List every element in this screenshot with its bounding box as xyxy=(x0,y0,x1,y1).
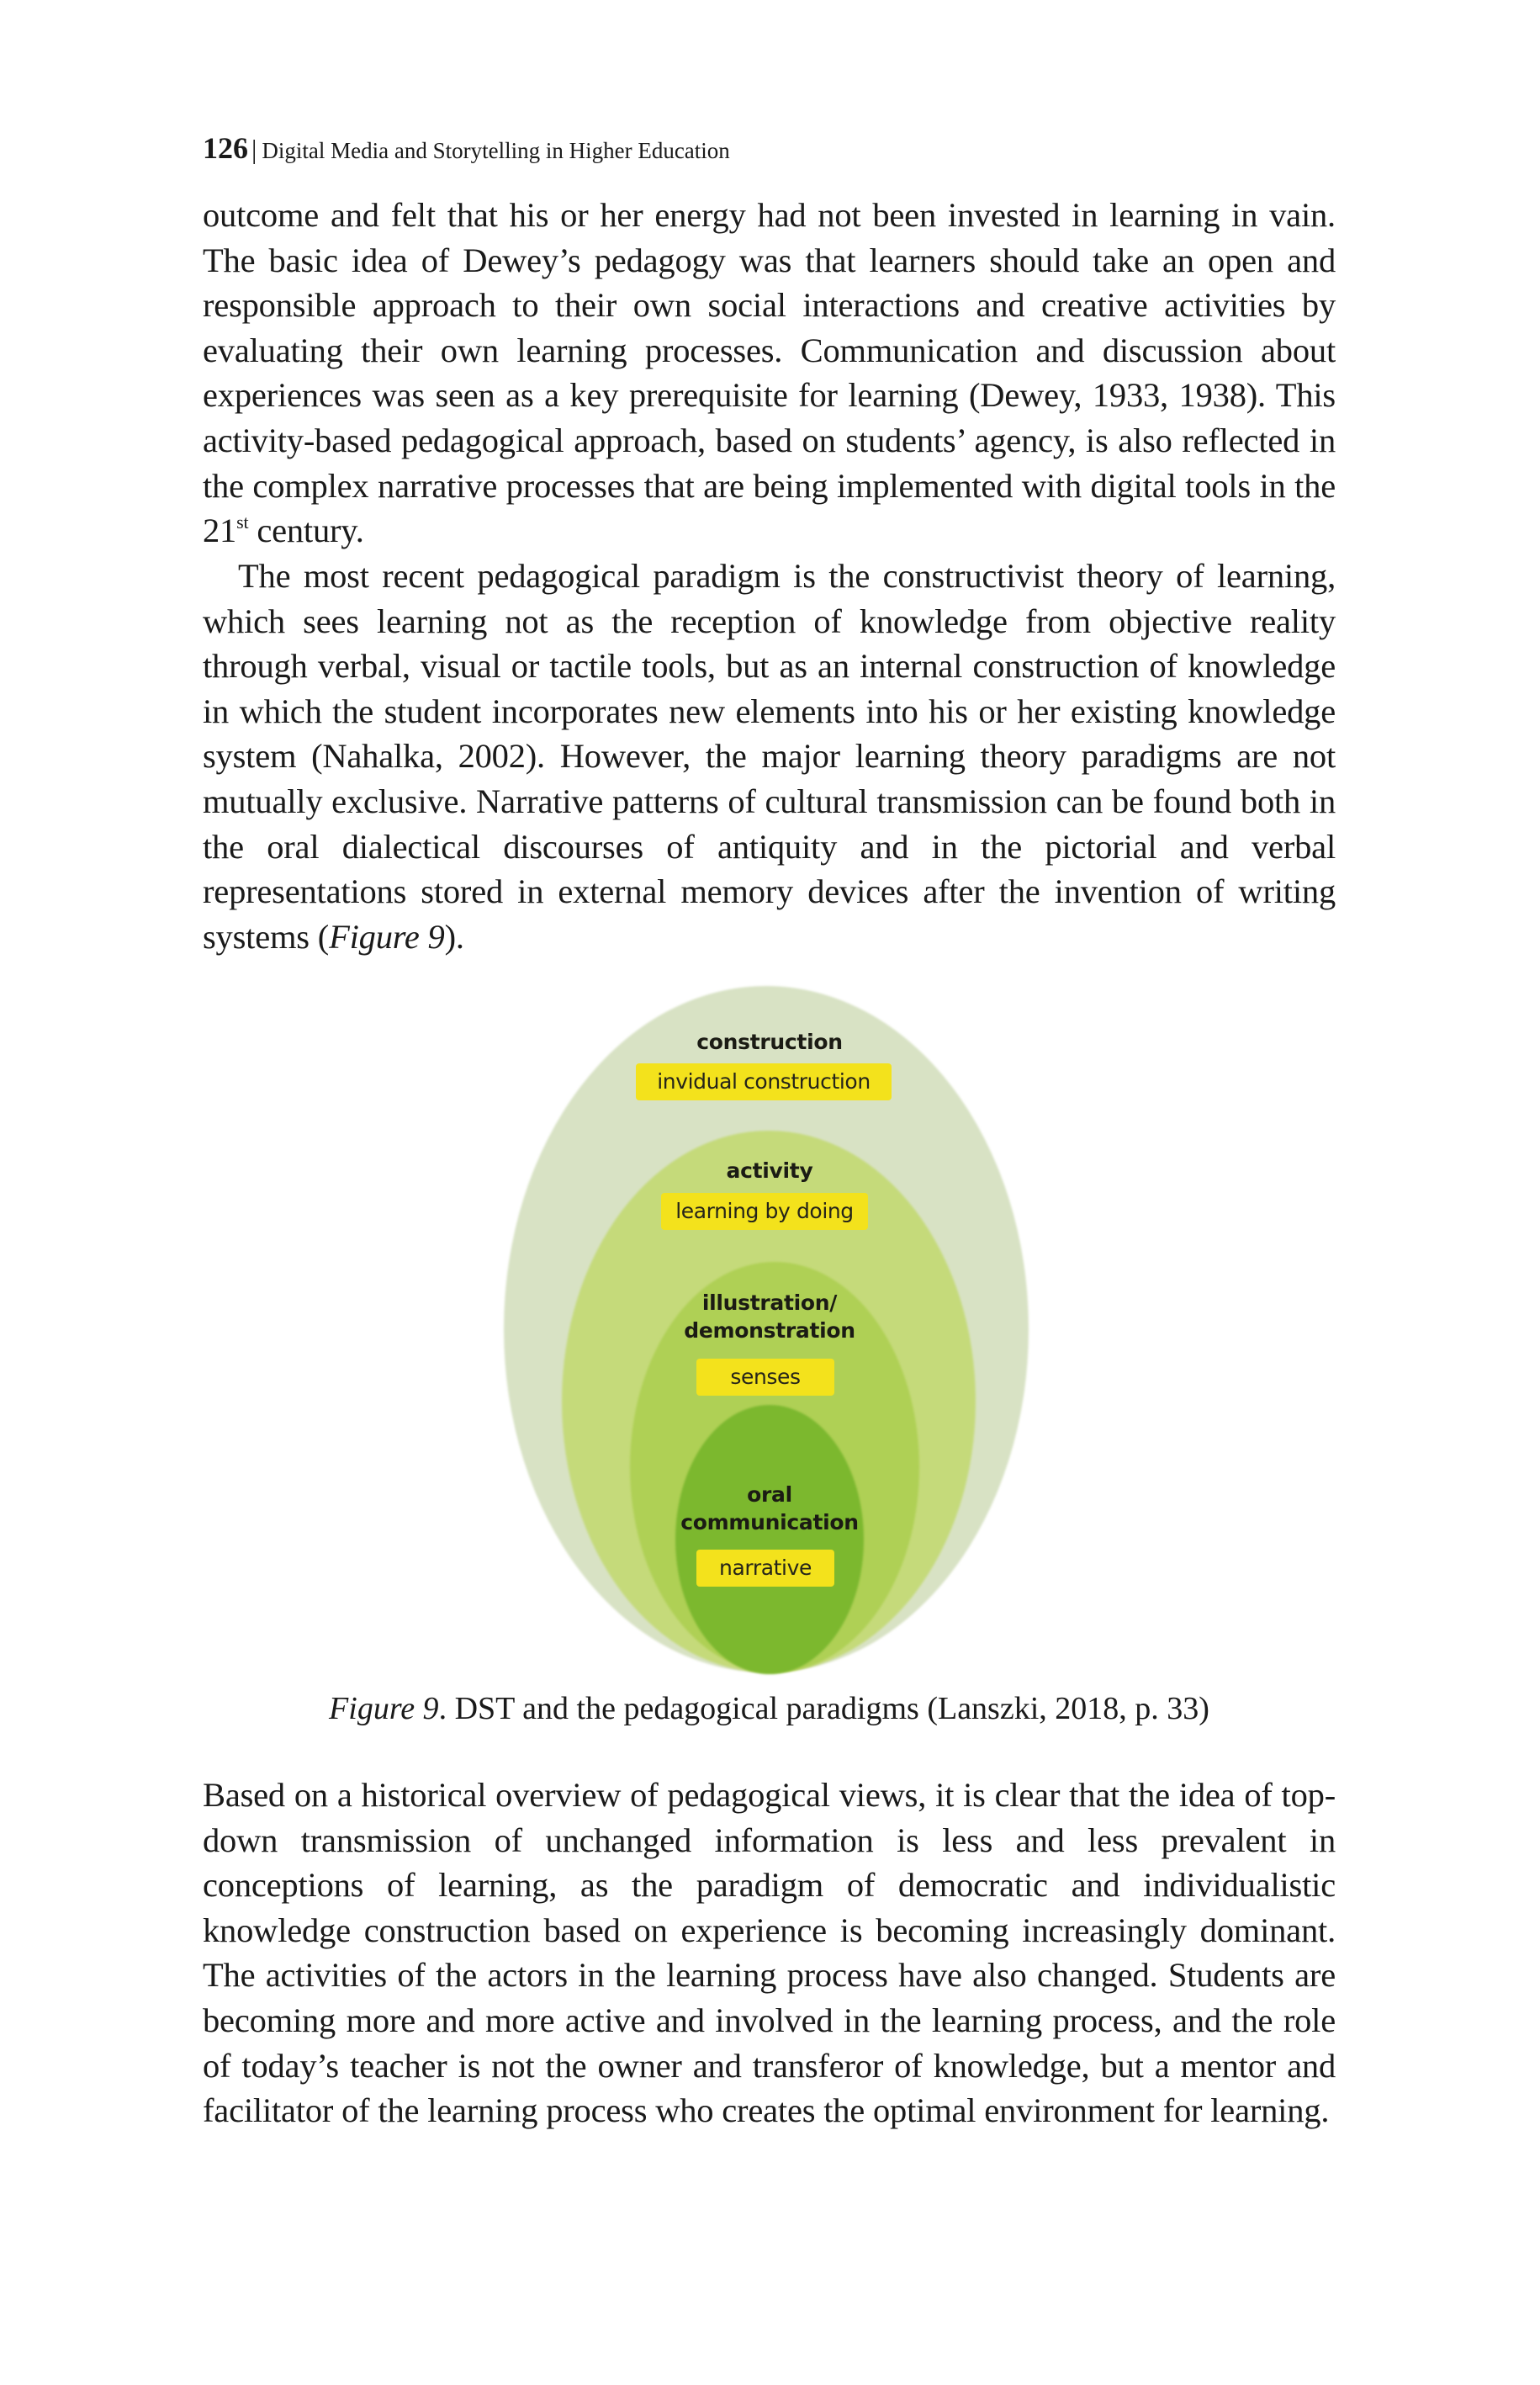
book-title: Digital Media and Storytelling in Higher Education xyxy=(262,138,730,163)
layer-title-illustration-line1: illustration/ xyxy=(701,1291,838,1315)
ellipse-oral xyxy=(675,1405,864,1674)
layer-tag-illustration: senses xyxy=(696,1359,834,1396)
ordinal-superscript: st xyxy=(236,511,249,533)
layer-tag-activity: learning by doing xyxy=(661,1193,868,1230)
layer-title-oral-line2: communication xyxy=(680,1510,859,1534)
paragraph-tail: century. xyxy=(248,511,364,550)
figure-caption xyxy=(203,1688,1336,1730)
layer-title-oral-line1: oral xyxy=(747,1482,792,1507)
layer-title-construction: construction xyxy=(696,1030,843,1054)
layer-title-activity: activity xyxy=(726,1158,813,1183)
body-paragraph-2 xyxy=(203,554,1336,959)
paragraph-tail: ). xyxy=(444,917,464,956)
running-header xyxy=(203,131,730,167)
layer-tag-construction: invidual construction xyxy=(636,1063,892,1100)
page-number: 126 xyxy=(203,131,248,165)
figure-reference: Figure 9 xyxy=(329,917,445,956)
figure-caption-text: . DST and the pedagogical paradigms (Lanszki, 2018, p. 33) xyxy=(438,1691,1209,1726)
figure-caption-label: Figure 9 xyxy=(329,1691,439,1726)
body-paragraph-1 xyxy=(203,193,1336,554)
paragraph-text: Based on a historical overview of pedagogical views, it is clear that the idea of top-down transmission of unchanged information is less and less prevalent in conceptions of learning, as the paradigm of democratic and individualistic knowledge construction based on experience is becoming increasingly dominant. The activities of the actors in the learning process have also changed. Students are becoming more and more active and involved in the learning process, and the role of today’s teacher is not the owner and transferor of knowledge, but a mentor and facilitator of the learning process who creates the optimal environment for learning. xyxy=(203,1776,1336,2130)
figure-pedagogical-paradigms xyxy=(496,976,1043,1683)
layer-tag-oral: narrative xyxy=(696,1550,834,1587)
body-paragraph-3 xyxy=(203,1773,1336,2133)
paragraph-text: The most recent pedagogical paradigm is the constructivist theory of learning, which sees learning not as the reception of knowledge from objective reality through verbal, visual or tactile tools, but as an internal construction of knowledge in which the student incorporates new elements into his or her existing knowledge system (Nahalka, 2002). However, the major learning theory paradigms are not mutually exclusive. Narrative patterns of cultural transmission can be found both in the oral dialectical discourses of antiquity and in the pictorial and verbal representations stored in external memory devices after the invention of writing systems ( xyxy=(203,557,1336,956)
paragraph-text: outcome and felt that his or her energy had not been invested in learning in vain. The basic idea of Dewey’s pedagogy was that learners should take an open and responsible approach to their own social interactions and creative activities by evaluating their own learning processes. Communication and discussion about experiences was seen as a key prerequisite for learning (Dewey, 1933, 1938). This activity-based pedagogical approach, based on students’ agency, is also reflected in the complex narrative processes that are being implemented with digital tools in the 21 xyxy=(203,196,1336,550)
layer-title-illustration-line2: demonstration xyxy=(684,1318,855,1343)
header-separator: | xyxy=(251,134,257,164)
